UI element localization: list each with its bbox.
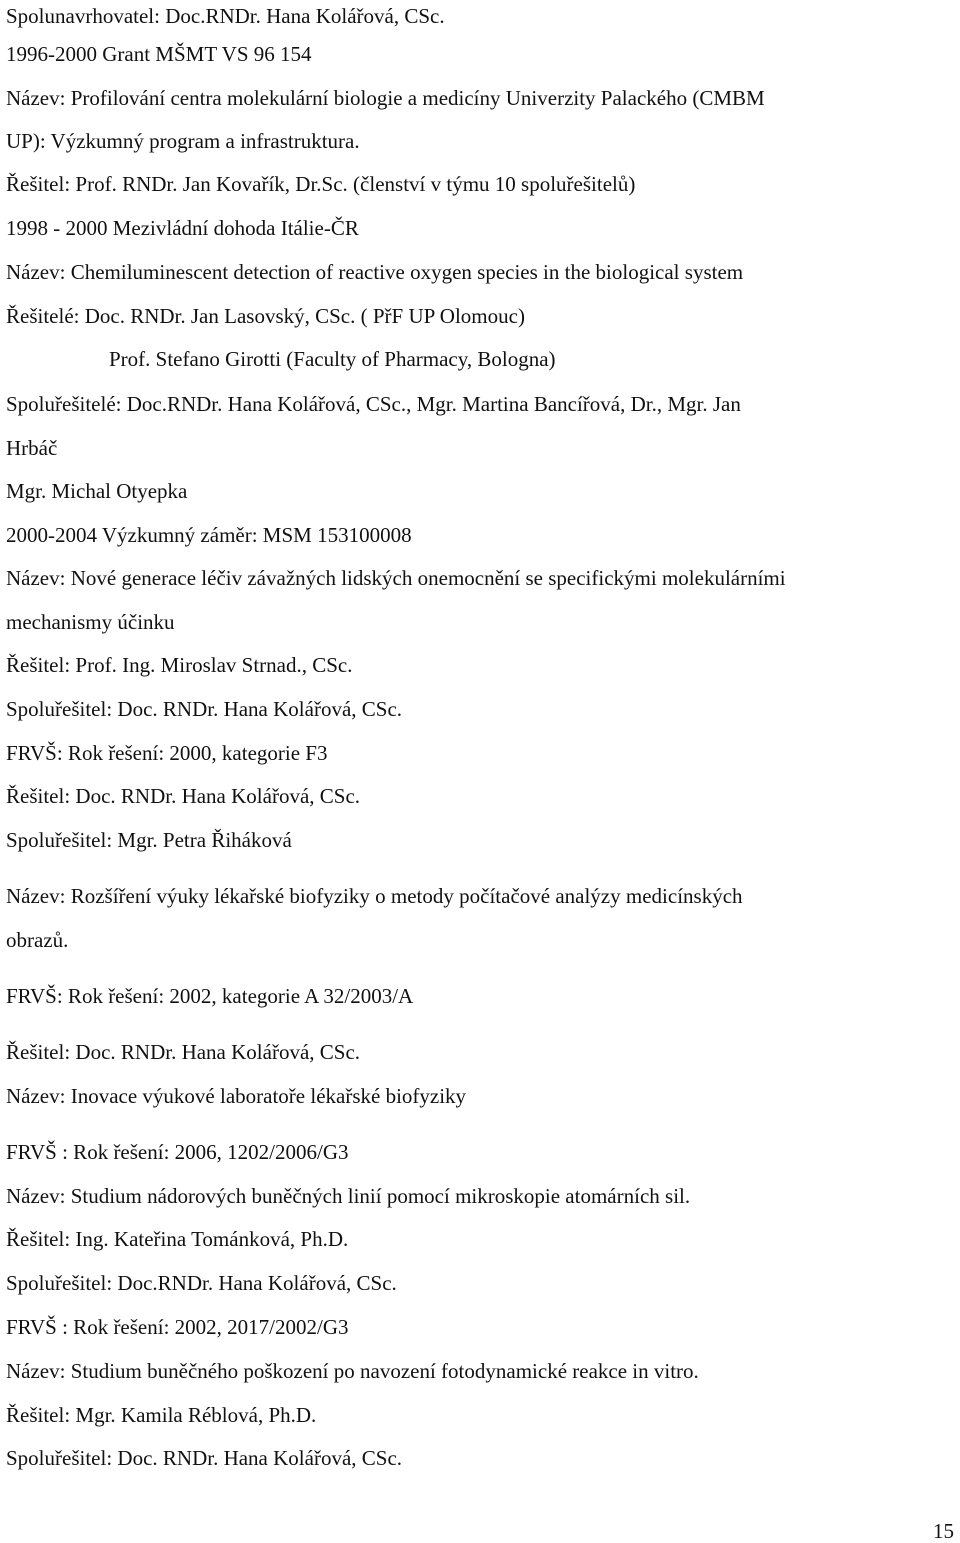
text-line-title-afm: Název: Studium nádorových buněčných linií pomocí mikroskopie atomárních sil. <box>6 1184 691 1208</box>
text-line-coinvestigator-kolarova-2: Spoluřešitel: Doc.RNDr. Hana Kolářová, CSc. <box>6 1271 397 1295</box>
text-line-investigator-girotti: Prof. Stefano Girotti (Faculty of Pharmacy, Bologna) <box>109 347 556 371</box>
text-line-investigators-lasovsky: Řešitelé: Doc. RNDr. Jan Lasovský, CSc. ( PřF UP Olomouc) <box>6 304 525 328</box>
text-line-title-cmbm-cont: UP): Výzkumný program a infrastruktura. <box>6 129 360 153</box>
text-line-investigator-tomankova: Řešitel: Ing. Kateřina Tománková, Ph.D. <box>6 1227 349 1251</box>
text-line-coinvestigator-rihakova: Spoluřešitel: Mgr. Petra Řiháková <box>6 828 292 852</box>
text-line-frvs-2002-g3: FRVŠ : Rok řešení: 2002, 2017/2002/G3 <box>6 1315 349 1339</box>
text-line-coinvestigators-cont: Hrbáč <box>6 436 58 460</box>
text-line-otyepka: Mgr. Michal Otyepka <box>6 479 188 503</box>
text-line-frvs-2006: FRVŠ : Rok řešení: 2006, 1202/2006/G3 <box>6 1140 349 1164</box>
text-line-title-chemilum: Název: Chemiluminescent detection of reactive oxygen species in the biological system <box>6 260 744 284</box>
text-line-frvs-2002-a: FRVŠ: Rok řešení: 2002, kategorie A 32/2003/A <box>6 984 414 1008</box>
text-line-investigator-reblova: Řešitel: Mgr. Kamila Réblová, Ph.D. <box>6 1403 317 1427</box>
text-line-title-drugs: Název: Nové generace léčiv závažných lidských onemocnění se specifickými molekulárními <box>6 566 786 590</box>
text-line-title-cmbm: Název: Profilování centra molekulární biologie a medicíny Univerzity Palackého (CMBM <box>6 86 765 110</box>
text-line-title-lab-innovation: Název: Inovace výukové laboratoře lékařské biofyziky <box>6 1084 467 1108</box>
text-line-title-image-analysis: Název: Rozšíření výuky lékařské biofyziky o metody počítačové analýzy medicínských <box>6 884 743 908</box>
text-line-frvs-2000: FRVŠ: Rok řešení: 2000, kategorie F3 <box>6 741 328 765</box>
text-line-investigator-kolarova-1: Řešitel: Doc. RNDr. Hana Kolářová, CSc. <box>6 784 361 808</box>
text-line-investigator-kovarik: Řešitel: Prof. RNDr. Jan Kovařík, Dr.Sc. (členství v týmu 10 spoluřešitelů) <box>6 172 636 196</box>
text-line-investigator-kolarova-2: Řešitel: Doc. RNDr. Hana Kolářová, CSc. <box>6 1040 361 1064</box>
text-line-cosubmitter: Spolunavrhovatel: Doc.RNDr. Hana Kolářová, CSc. <box>6 4 445 28</box>
text-line-title-drugs-cont: mechanismy účinku <box>6 610 175 634</box>
text-line-investigator-strnad: Řešitel: Prof. Ing. Miroslav Strnad., CSc. <box>6 653 353 677</box>
text-line-research-plan: 2000-2004 Výzkumný záměr: MSM 153100008 <box>6 523 412 547</box>
text-line-agreement-italy: 1998 - 2000 Mezivládní dohoda Itálie-ČR <box>6 216 359 240</box>
text-line-coinvestigator-kolarova-3: Spoluřešitel: Doc. RNDr. Hana Kolářová, CSc. <box>6 1446 403 1470</box>
text-line-title-image-analysis-cont: obrazů. <box>6 928 69 952</box>
text-line-coinvestigators: Spoluřešitelé: Doc.RNDr. Hana Kolářová, CSc., Mgr. Martina Bancířová, Dr., Mgr. Jan <box>6 392 741 416</box>
text-line-grant-1996: 1996-2000 Grant MŠMT VS 96 154 <box>6 42 312 66</box>
text-line-coinvestigator-kolarova-1: Spoluřešitel: Doc. RNDr. Hana Kolářová, CSc. <box>6 697 403 721</box>
page-number: 15 <box>933 1519 954 1543</box>
text-line-title-photodynamic: Název: Studium buněčného poškození po navození fotodynamické reakce in vitro. <box>6 1359 699 1383</box>
